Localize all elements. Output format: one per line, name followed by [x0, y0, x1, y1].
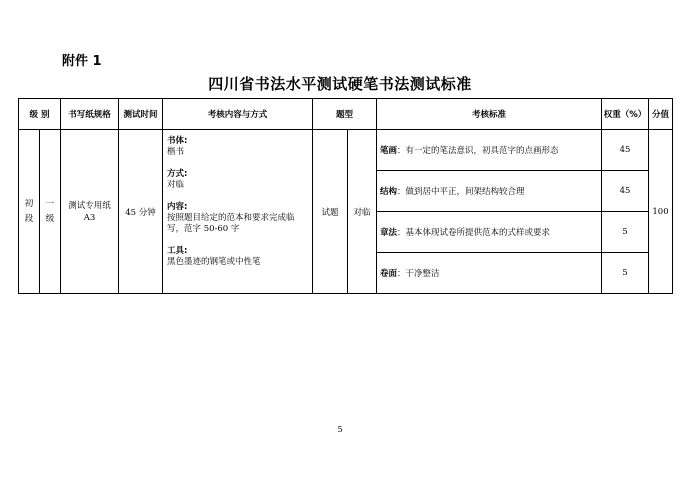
level-sub: [40, 197, 60, 227]
criterion-key: 卷面: [380, 269, 398, 279]
method-value: 对临: [167, 180, 185, 190]
criterion-key: 章法: [380, 228, 398, 238]
vertical-char: 级: [45, 213, 55, 224]
tool-label: 工具:: [167, 246, 188, 256]
weight-2: 45: [602, 171, 649, 212]
criterion-text: ：有一定的笔法意识，初具范字的点画形态: [397, 146, 559, 156]
header-row: [19, 99, 673, 130]
criterion-key: 结构: [380, 187, 398, 197]
weight-4: 5: [602, 253, 649, 294]
criterion-text: ：干净整洁: [397, 269, 440, 279]
page-number: 5: [337, 425, 343, 434]
criterion-key: 笔画: [380, 146, 398, 156]
vertical-char: 初: [24, 198, 34, 209]
font-value: 楷书: [167, 147, 185, 157]
criterion-3: [377, 212, 602, 253]
criterion-1: [377, 130, 602, 171]
standards-table: [18, 98, 673, 294]
paper-cell: 测试专用纸 A3: [61, 130, 119, 294]
vertical-char: 段: [24, 213, 34, 224]
document-title: 四川省书法水平测试硬笔书法测试标准: [208, 75, 472, 93]
content-label: 内容:: [167, 202, 188, 212]
attachment-label: 附件 1: [62, 54, 102, 69]
question-type-main: 试题: [313, 130, 348, 294]
criterion-4: [377, 253, 602, 294]
header-level: 级 别: [19, 99, 61, 130]
content-cell: [163, 130, 313, 294]
time-cell: 45 分钟: [119, 130, 163, 294]
criterion-text: ：基本体现试卷所提供范本的式样或要求: [397, 228, 551, 238]
question-type-sub: 对临: [348, 130, 377, 294]
criterion-text: ：做到居中平正，间架结构较合理: [397, 187, 525, 197]
level-main: [19, 197, 39, 227]
vertical-char: 一: [45, 198, 55, 209]
content-value: 按照题目给定的范本和要求完成临写，范字 50-60 字: [167, 213, 295, 234]
header-time: 测试时间: [119, 99, 163, 130]
criteria-row-1: [19, 130, 673, 171]
header-score: 分值: [649, 99, 673, 130]
header-paper: 书写纸规格: [61, 99, 119, 130]
criterion-2: [377, 171, 602, 212]
header-weight: 权重（%）: [602, 99, 649, 130]
method-label: 方式:: [167, 169, 188, 179]
weight-3: 5: [602, 212, 649, 253]
tool-value: 黑色墨迹的钢笔或中性笔: [167, 257, 261, 267]
weight-1: 45: [602, 130, 649, 171]
header-content: 考核内容与方式: [163, 99, 313, 130]
level-sub-cell: [40, 130, 61, 294]
header-question-type: 题型: [313, 99, 377, 130]
font-label: 书体:: [167, 136, 188, 146]
header-criteria: 考核标准: [377, 99, 602, 130]
level-main-cell: [19, 130, 40, 294]
score-cell: 100: [649, 130, 673, 294]
